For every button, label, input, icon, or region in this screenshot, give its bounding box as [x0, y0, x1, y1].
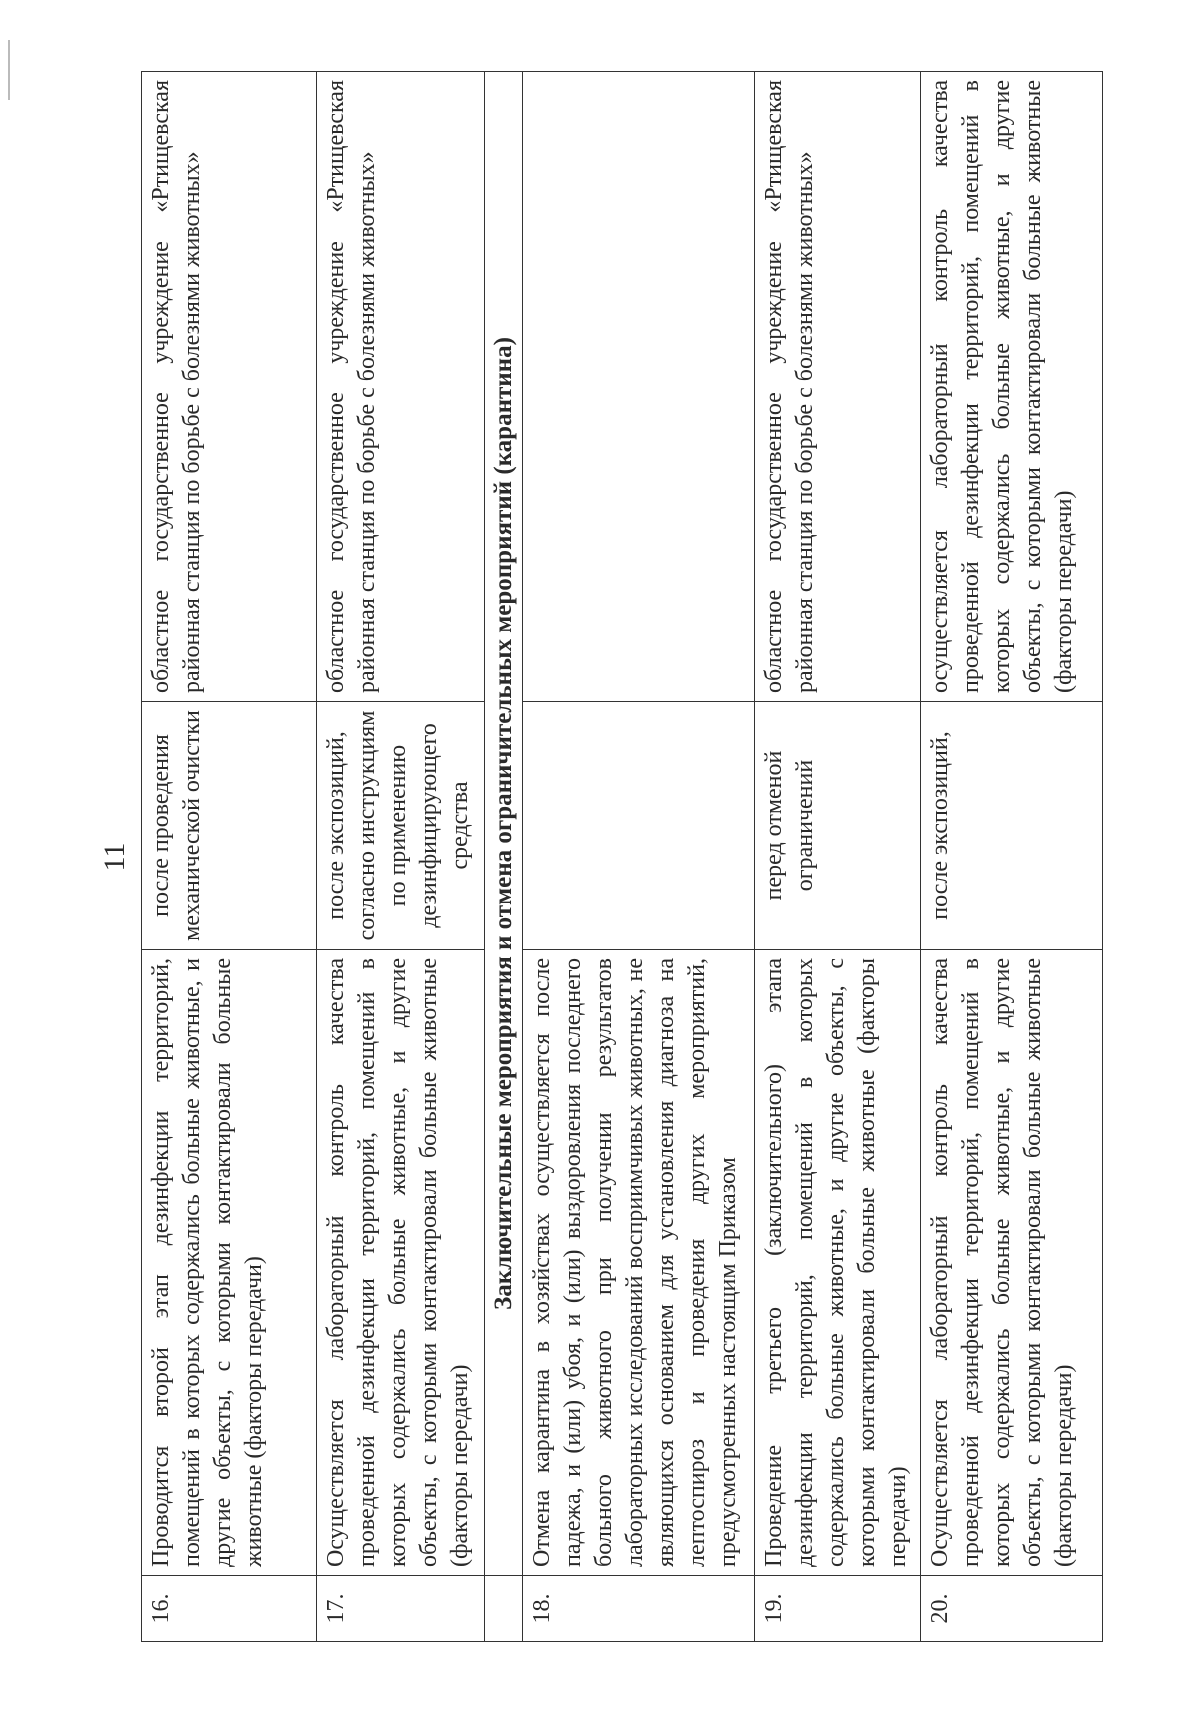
row-timing — [523, 701, 755, 949]
row-timing: перед отменой ограничений — [755, 701, 921, 949]
page-number: 11 — [98, 842, 131, 871]
row-action: Проведение третьего (заключительного) этапа дезинфекции территорий, помещений в которых содержались больные животные, и другие объекты, с которыми контактировали больные животные (факторы передачи) — [755, 949, 921, 1575]
table-row — [755, 71, 921, 1641]
row-timing: после экспозиций, — [921, 701, 1103, 949]
row-number: 17. — [317, 1575, 485, 1641]
row-executor: областное государственное учреждение «Ртищевская районная станция по борьбе с болезнями животных» — [755, 71, 921, 701]
row-number: 18. — [523, 1575, 755, 1641]
row-timing: после экспозиций, согласно инструкциям по применению дезинфицирующего средства — [317, 701, 485, 949]
rotated-page-content — [95, 72, 1105, 1642]
measures-table — [141, 71, 1103, 1642]
table-row — [317, 71, 485, 1641]
section-title: Заключительные мероприятия и отмена ограничительных мероприятий (карантина) — [485, 71, 523, 1575]
section-header-row — [485, 71, 523, 1641]
table-row — [142, 71, 317, 1641]
row-timing: после проведения механической очистки — [142, 701, 317, 949]
row-executor — [523, 71, 755, 701]
row-executor: областное государственное учреждение «Ртищевская районная станция по борьбе с болезнями животных» — [142, 71, 317, 701]
row-action: Осуществляется лабораторный контроль качества проведенной дезинфекции территорий, помещений в которых содержались больные животные, и другие объекты, с которыми контактировали больные животные (факторы передачи) — [921, 949, 1103, 1575]
table-row — [921, 71, 1103, 1641]
row-action: Осуществляется лабораторный контроль качества проведенной дезинфекции территорий, помещений в которых содержались больные животные, и другие объекты, с которыми контактировали больные животные (факторы передачи) — [317, 949, 485, 1575]
row-number: 20. — [921, 1575, 1103, 1641]
row-action: Отмена карантина в хозяйствах осуществляется после падежа, и (или) убоя, и (или) выздоровления последнего больного животного при получении результатов лабораторных исследований восприимчивых животных, не являющихся основанием для установления диагноза на лептоспироз и проведения других мероприятий, предусмотренных настоящим Приказом — [523, 949, 755, 1575]
row-executor: областное государственное учреждение «Ртищевская районная станция по борьбе с болезнями животных» — [317, 71, 485, 701]
table-row — [523, 71, 755, 1641]
row-number: 19. — [755, 1575, 921, 1641]
row-executor: осуществляется лабораторный контроль качества проведенной дезинфекции территорий, помещений в которых содержались больные животные, и другие объекты, с которыми контактировали больные животные (факторы передачи) — [921, 71, 1103, 701]
row-action: Проводится второй этап дезинфекции территорий, помещений в которых содержались больные животные, и другие объекты, с которыми контактировали больные животные (факторы передачи) — [142, 949, 317, 1575]
scan-margin-mark — [8, 40, 10, 100]
row-number: 16. — [142, 1575, 317, 1641]
